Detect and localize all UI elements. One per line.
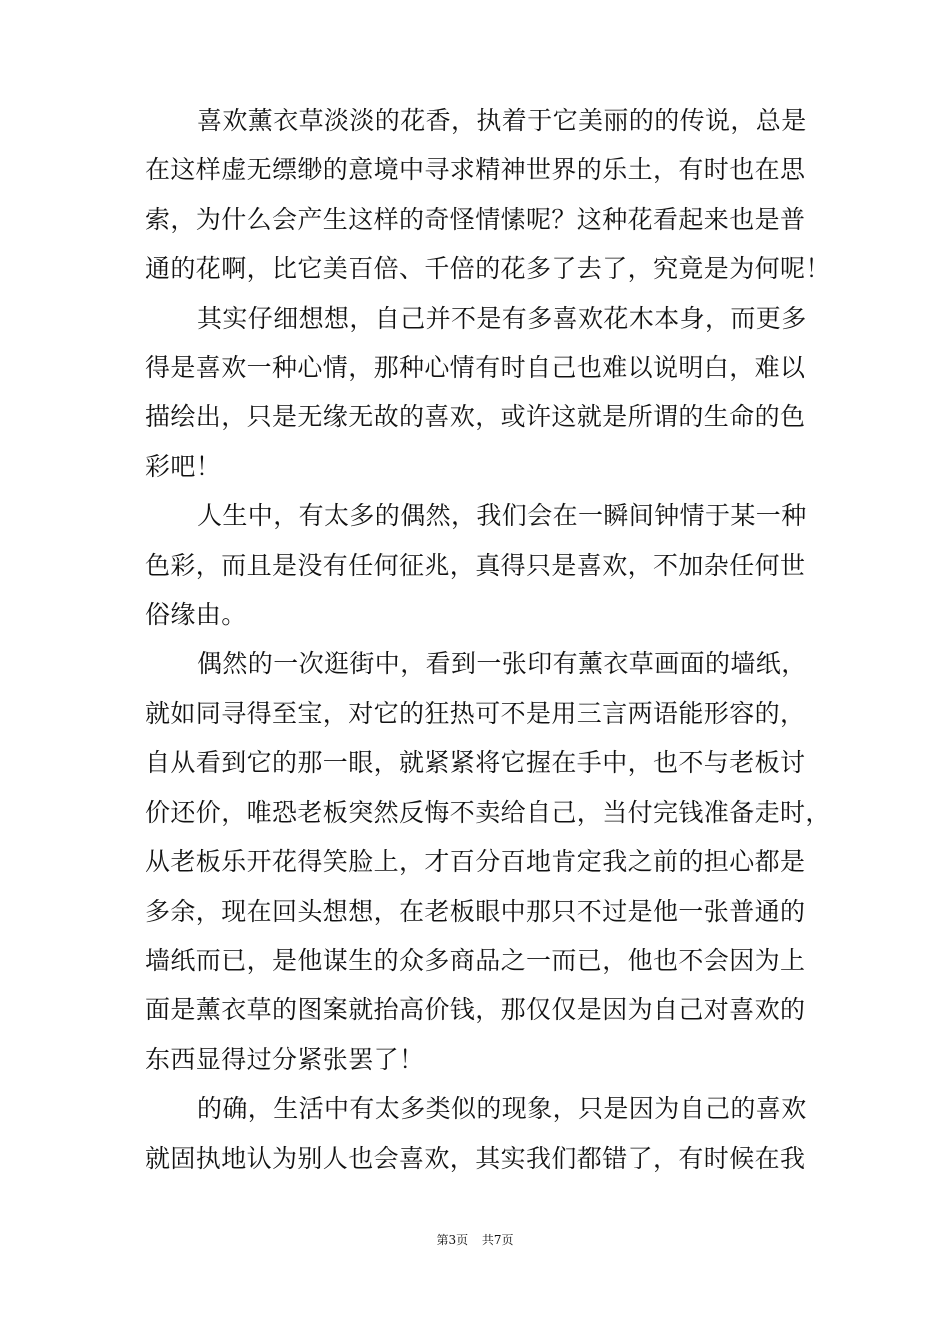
text-line: 描绘出，只是无缘无故的喜欢，或许这就是所谓的生命的色: [145, 402, 806, 432]
document-body: [145, 96, 831, 1183]
text-line: 色彩，而且是没有任何征兆，真得只是喜欢，不加杂任何世: [145, 550, 806, 580]
text-line: 通的花啊，比它美百倍、千倍的花多了去了，究竟是为何呢！: [145, 254, 831, 284]
page-number-footer: 第3页 共7页: [436, 1233, 514, 1247]
text-line: 索，为什么会产生这样的奇怪情愫呢？这种花看起来也是普: [145, 204, 806, 234]
text-line: 自从看到它的那一眼，就紧紧将它握在手中，也不与老板讨: [145, 748, 806, 778]
paragraph-2: [145, 294, 810, 492]
text-line: 偶然的一次逛街中，看到一张印有薰衣草画面的墙纸，: [197, 649, 807, 679]
text-line: 墙纸而已，是他谋生的众多商品之一而已，他也不会因为上: [145, 945, 806, 975]
paragraph-1: [145, 96, 831, 294]
paragraph-5: [145, 1084, 810, 1183]
text-line: 其实仔细想想，自己并不是有多喜欢花木本身，而更多: [197, 303, 807, 333]
text-line: 彩吧！: [145, 451, 222, 481]
text-line: 就如同寻得至宝，对它的狂热可不是用三言两语能形容的，: [145, 698, 806, 728]
text-line: 喜欢薰衣草淡淡的花香，执着于它美丽的的传说，总是: [197, 106, 807, 135]
text-line: 得是喜欢一种心情，那种心情有时自己也难以说明白，难以: [145, 353, 806, 383]
text-line: 面是薰衣草的图案就抬高价钱，那仅仅是因为自己对喜欢的: [145, 995, 806, 1025]
text-line: 在这样虚无缥缈的意境中寻求精神世界的乐土，有时也在思: [145, 155, 806, 185]
text-line: 就固执地认为别人也会喜欢，其实我们都错了，有时候在我: [145, 1143, 806, 1173]
text-line: 的确，生活中有太多类似的现象，只是因为自己的喜欢: [197, 1094, 807, 1124]
text-line: 俗缘由。: [145, 600, 247, 630]
paragraph-3: [145, 491, 810, 639]
text-line: 人生中，有太多的偶然，我们会在一瞬间钟情于某一种: [197, 501, 807, 531]
text-line: 价还价，唯恐老板突然反悔不卖给自己，当付完钱准备走时，: [145, 797, 831, 827]
paragraph-4: [145, 639, 831, 1084]
text-line: 多余，现在回头想想，在老板眼中那只不过是他一张普通的: [145, 896, 806, 926]
text-line: 从老板乐开花得笑脸上，才百分百地肯定我之前的担心都是: [145, 847, 806, 877]
text-line: 东西显得过分紧张罢了！: [145, 1044, 425, 1074]
